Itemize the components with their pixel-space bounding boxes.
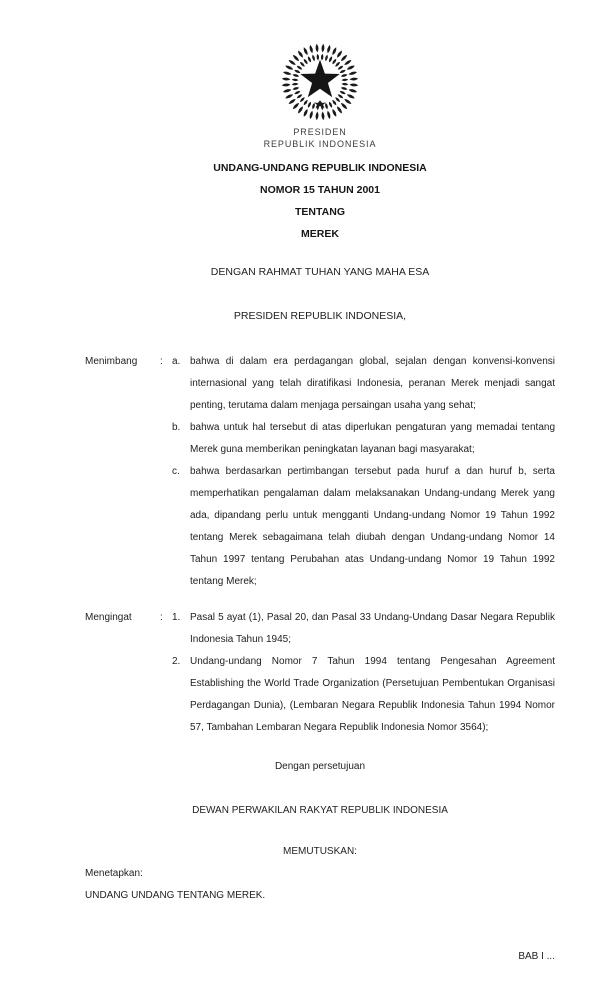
menetapkan-line: Menetapkan:: [85, 868, 143, 879]
letterhead: [85, 127, 555, 150]
item-text: Undang-undang Nomor 7 Tahun 1994 tentang Pengesahan Agreement Establishing the World Trade Organization (Persetujuan Pembentukan Organisasi Perdagangan Dunia), (Lembaran Negara Republik Indonesia Tahun 1994 Nomor 57, Tambahan Lembaran Negara Republik Indonesia Nomor 3564);: [190, 656, 555, 733]
item-text: bahwa di dalam era perdagangan global, sejalan dengan konvensi-konvensi internasional yang telah diratifikasi Indonesia, peranan Merek menjadi sangat penting, terutama dalam menjaga persaingan usaha yang sehat;: [190, 356, 555, 411]
approval-body-line: DEWAN PERWAKILAN RAKYAT REPUBLIK INDONESIA: [192, 805, 448, 816]
law-title-line1: UNDANG-UNDANG REPUBLIK INDONESIA: [213, 162, 427, 174]
memutuskan-line: MEMUTUSKAN:: [283, 846, 357, 857]
considering-clause: [85, 351, 555, 593]
recalling-clause: [85, 607, 555, 739]
letterhead-line1: PRESIDEN: [293, 127, 347, 137]
item-text: Pasal 5 ayat (1), Pasal 20, dan Pasal 33 Undang-Undang Dasar Negara Republik Indonesia Tahun 1945;: [190, 612, 555, 645]
considering-items: [172, 351, 555, 593]
considering-item-a: [172, 351, 555, 417]
law-title-tentang: TENTANG: [295, 206, 345, 218]
recalling-label: Mengingat: [85, 612, 132, 623]
page-catchword: BAB I ...: [518, 951, 555, 962]
issuer-line: PRESIDEN REPUBLIK INDONESIA,: [233, 310, 407, 322]
recalling-item-1: [172, 607, 555, 651]
approval-line: Dengan persetujuan: [274, 761, 366, 772]
recalling-colon: :: [160, 612, 163, 623]
considering-item-b: [172, 417, 555, 461]
item-marker: 1.: [172, 612, 181, 623]
recalling-item-2: [172, 651, 555, 739]
star-icon: [300, 60, 340, 98]
item-marker: c.: [172, 466, 180, 477]
item-marker: b.: [172, 422, 181, 433]
law-title: [85, 157, 555, 245]
seal-ornament-icon: [314, 100, 326, 108]
letterhead-line2: REPUBLIK INDONESIA: [263, 138, 377, 149]
item-marker: 2.: [172, 656, 181, 667]
considering-label: Menimbang: [85, 356, 138, 367]
enactment-subject-line: UNDANG UNDANG TENTANG MEREK.: [85, 890, 266, 901]
considering-item-c: [172, 461, 555, 593]
considering-colon: :: [160, 356, 163, 367]
invocation-line: DENGAN RAHMAT TUHAN YANG MAHA ESA: [210, 266, 430, 278]
item-marker: a.: [172, 356, 181, 367]
item-text: bahwa berdasarkan pertimbangan tersebut pada huruf a dan huruf b, serta memperhatikan pengalaman dalam melaksanakan Undang-undang Merek yang ada, dipandang perlu untuk mengganti Undang-undang Nomor 19 Tahun 1992 tentang Merek sebagaimana telah diubah dengan Undang-undang Nomor 14 Tahun 1997 tentang Perubahan atas Undang-undang Nomor 19 Tahun 1992 tentang Merek;: [190, 466, 555, 587]
presidential-seal-icon: [280, 42, 360, 122]
item-text: bahwa untuk hal tersebut di atas diperlukan pengaturan yang memadai tentang Merek guna memberikan peningkatan layanan bagi masyarakat;: [190, 422, 555, 455]
law-title-subject: MEREK: [301, 228, 339, 240]
law-title-number: NOMOR 15 TAHUN 2001: [259, 184, 380, 196]
recalling-items: [172, 607, 555, 739]
